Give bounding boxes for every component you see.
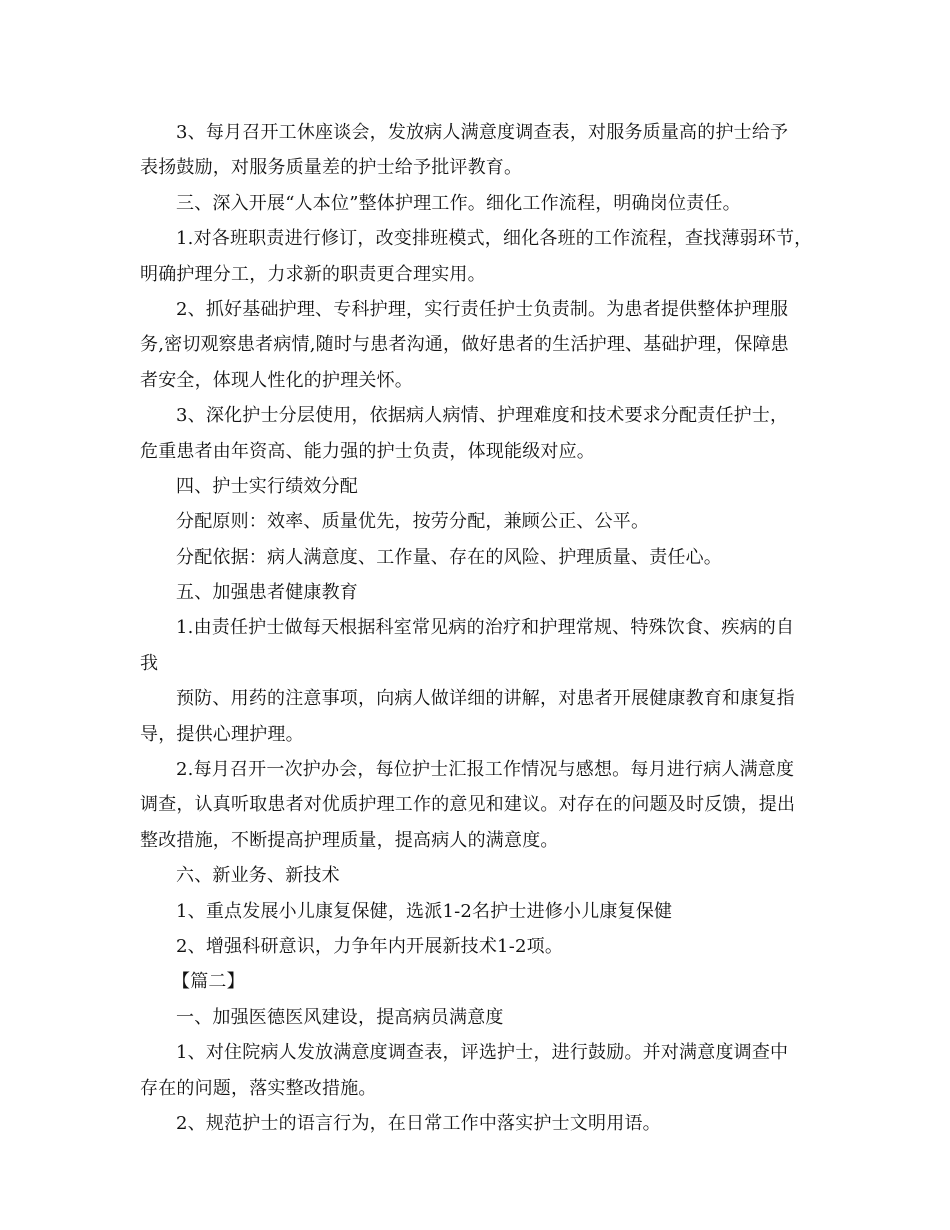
paragraph-line: 1、重点发展小儿康复保健，选派1-2名护士进修小儿康复保健 [176, 900, 673, 922]
section-heading: 五、加强患者健康教育 [176, 582, 358, 604]
paragraph-line: 导，提供心理护理。 [140, 723, 304, 745]
paragraph-line: 2、增强科研意识，力争年内开展新技术1-2项。 [176, 935, 564, 957]
paragraph-line: 2.每月召开一次护办会，每位护士汇报工作情况与感想。每月进行病人满意度 [176, 759, 795, 781]
paragraph-line: 我 [140, 652, 159, 674]
paragraph-line: 3、深化护士分层使用，依据病人病情、护理难度和技术要求分配责任护士， [176, 405, 789, 427]
paragraph-line: 调查，认真听取患者对优质护理工作的意见和建议。对存在的问题及时反馈，提出 [140, 794, 796, 816]
section-heading: 三、深入开展“人本位”整体护理工作。细化工作流程，明确岗位责任。 [176, 192, 741, 214]
paragraph-line: 分配原则：效率、质量优先，按劳分配，兼顾公正、公平。 [176, 511, 650, 533]
paragraph-line: 危重患者由年资高、能力强的护士负责，体现能级对应。 [140, 440, 595, 462]
paragraph-line: 预防、用药的注意事项，向病人做详细的讲解，对患者开展健康教育和康复指 [176, 688, 795, 710]
paragraph-line: 明确护理分工，力求新的职责更合理实用。 [140, 263, 486, 285]
section-heading: 六、新业务、新技术 [176, 865, 340, 887]
paragraph-line: 者安全，体现人性化的护理关怀。 [140, 369, 413, 391]
paragraph-line: 1.对各班职责进行修订，改变排班模式，细化各班的工作流程，查找薄弱环节， [176, 228, 813, 250]
section-heading: 四、护士实行绩效分配 [176, 475, 358, 497]
paragraph-line: 1.由责任护士做每天根据科室常见病的治疗和护理常规、特殊饮食、疾病的自 [176, 617, 795, 639]
paragraph-line: 2、抓好基础护理、专科护理，实行责任护士负责制。为患者提供整体护理服 [176, 298, 789, 320]
paragraph-line: 存在的问题，落实整改措施。 [140, 1077, 377, 1099]
paragraph-line: 3、每月召开工休座谈会，发放病人满意度调查表，对服务质量高的护士给予 [176, 122, 789, 143]
paragraph-line: 分配依据：病人满意度、工作量、存在的风险、护理质量、责任心。 [176, 546, 722, 568]
section-heading: 一、加强医德医风建设，提高病员满意度 [176, 1006, 504, 1028]
paragraph-line: 务,密切观察患者病情,随时与患者沟通，做好患者的生活护理、基础护理，保障患 [140, 334, 789, 356]
document-body [140, 115, 820, 1141]
part-heading: 【篇二】 [172, 971, 245, 993]
paragraph-line: 表扬鼓励，对服务质量差的护士给予批评教育。 [140, 157, 523, 179]
paragraph-line: 整改措施，不断提高护理质量，提高病人的满意度。 [140, 829, 559, 851]
paragraph-line: 1、对住院病人发放满意度调查表，评选护士，进行鼓励。并对满意度调查中 [176, 1042, 789, 1064]
paragraph-line: 2、规范护士的语言行为，在日常工作中落实护士文明用语。 [176, 1112, 661, 1134]
